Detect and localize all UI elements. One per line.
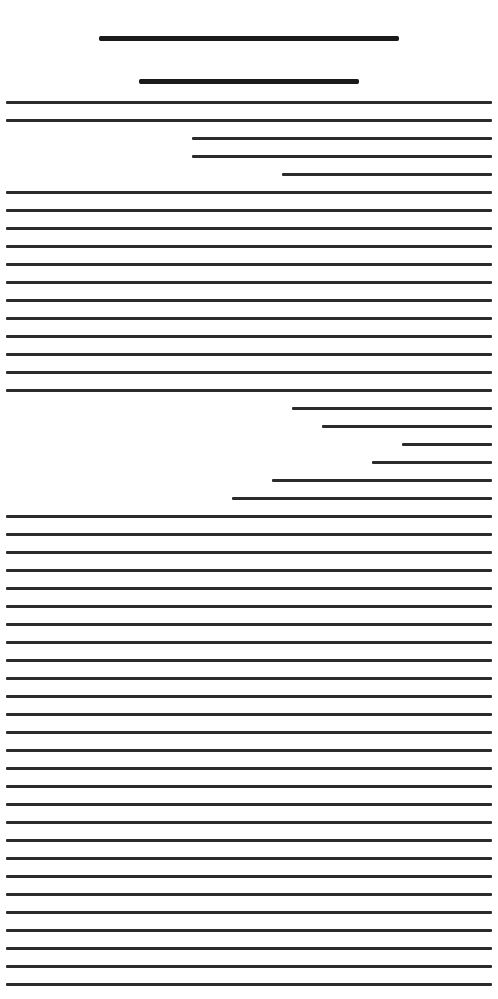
article-text-line (272, 479, 492, 482)
article-text-line (232, 497, 492, 500)
article-text-line (6, 569, 492, 572)
title-placeholder (99, 36, 399, 41)
article-text-line (192, 155, 492, 158)
article-text-line (6, 659, 492, 662)
article-text-line (6, 749, 492, 752)
article-header (6, 6, 492, 84)
article-text-line (6, 533, 492, 536)
article-body (6, 94, 492, 999)
article-text-line (6, 389, 492, 392)
article-text-line (322, 425, 492, 428)
article-text-line (6, 695, 492, 698)
article-text-line (282, 173, 492, 176)
article-text-line (6, 893, 492, 896)
article-text-line (6, 731, 492, 734)
article-byline (134, 49, 364, 71)
article-text-line (372, 461, 492, 464)
byline-placeholder (139, 79, 359, 84)
article-text-line (6, 317, 492, 320)
article-text-line (6, 263, 492, 266)
article-text-line (6, 227, 492, 230)
article-text-line (6, 281, 492, 284)
article-text-line (6, 299, 492, 302)
article-text-line (6, 803, 492, 806)
article-text-line (6, 515, 492, 518)
article-text-line (6, 929, 492, 932)
article-text-line (6, 191, 492, 194)
article-text-line (6, 821, 492, 824)
article-text-line (6, 101, 492, 104)
article-text-line (6, 983, 492, 986)
article-text-line (192, 137, 492, 140)
article-text-line (6, 353, 492, 356)
article-text-line (6, 677, 492, 680)
article-text-line (6, 605, 492, 608)
article-text-line (6, 767, 492, 770)
article-text-line (6, 947, 492, 950)
article-text-line (6, 857, 492, 860)
article-text-line (6, 371, 492, 374)
article-text-line (6, 551, 492, 554)
article-text-line (6, 245, 492, 248)
article-text-line (6, 875, 492, 878)
article-text-line (6, 209, 492, 212)
article-text-line (6, 641, 492, 644)
article-title (6, 6, 492, 28)
article-text-line (402, 443, 492, 446)
article-text-line (6, 713, 492, 716)
article-text-line (6, 785, 492, 788)
article-text-line (6, 335, 492, 338)
article-text-line (292, 407, 492, 410)
article-text-line (6, 587, 492, 590)
article-text-line (6, 119, 492, 122)
article-text-line (6, 965, 492, 968)
article-text-line (6, 911, 492, 914)
article-text-line (6, 623, 492, 626)
article-text-line (6, 839, 492, 842)
